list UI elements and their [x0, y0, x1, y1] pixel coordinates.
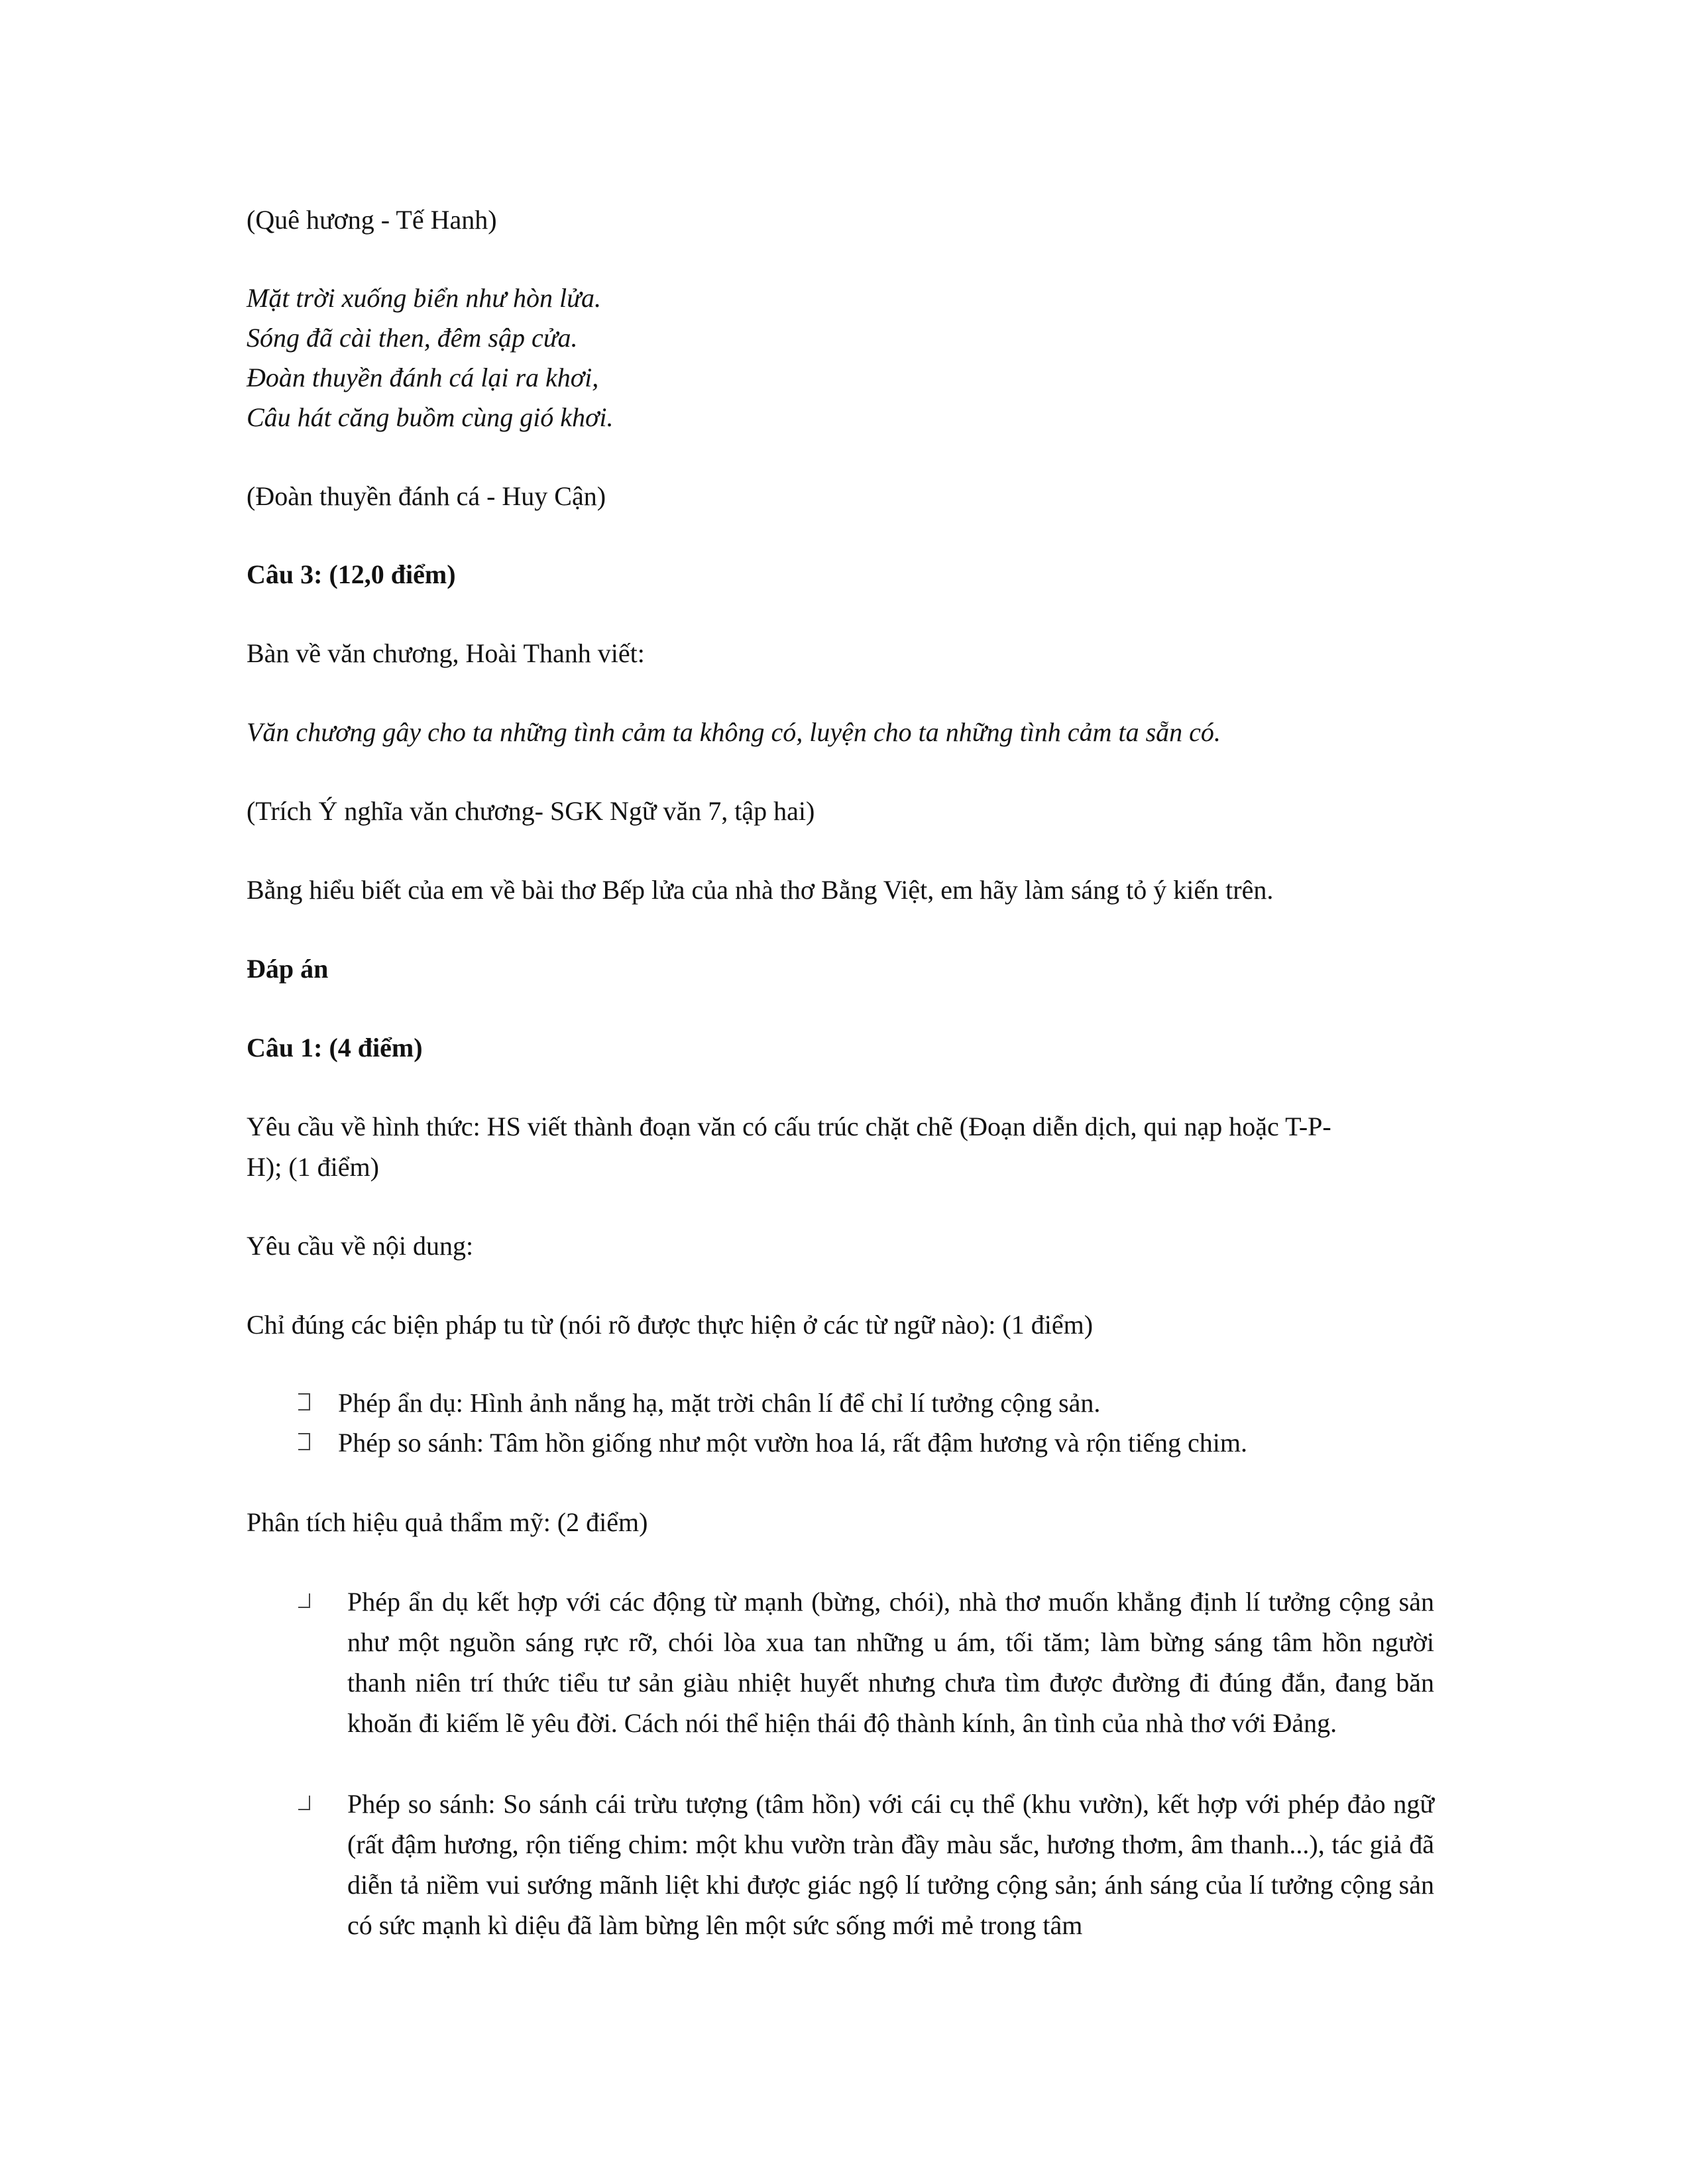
analysis-simile: Phép so sánh: So sánh cái trừu tượng (tâm hồn) với cái cụ thể (khu vườn), kết hợp với phép đảo ngữ (rất đậm hương, rộn tiếng chim: một khu vườn tràn đầy màu sắc, hương thơm, âm thanh...), tác giả đã diễn tả niềm vui sướng mãnh liệt khi được giác ngộ lí tưởng cộng sản; ánh sáng của lí tưởng cộng sản có sức mạnh kì diệu đã làm bừng lên một sức sống mới mẻ trong tâm	[347, 1789, 1434, 1940]
cau3-source: (Trích Ý nghĩa văn chương- SGK Ngữ văn 7, tập hai)	[247, 796, 815, 826]
bullet-corner-icon	[298, 1593, 310, 1608]
source-que-huong: (Quê hương - Tế Hanh)	[247, 205, 497, 235]
device-metaphor: Phép ẩn dụ: Hình ảnh nắng hạ, mặt trời chân lí để chỉ lí tưởng cộng sản.	[338, 1388, 1101, 1418]
poem-line-2: Sóng đã cài then, đêm sập cửa.	[247, 323, 578, 353]
cau3-task: Bằng hiểu biết của em về bài thơ Bếp lửa của nhà thơ Bằng Việt, em hãy làm sáng tỏ ý kiến trên.	[247, 875, 1274, 905]
analysis-metaphor: Phép ẩn dụ kết hợp với các động từ mạnh (bừng, chói), nhà thơ muốn khẳng định lí tưởng cộng sản như một nguồn sáng rực rỡ, chói lòa xua tan những u ám, tối tăm; làm bừng sáng tâm hồn người thanh niên trí thức tiểu tư sản giàu nhiệt huyết nhưng chưa tìm được đường đi đúng đắn, đang băn khoăn đi kiếm lẽ yêu đời. Cách nói thể hiện thái độ thành kính, ân tình của nhà thơ với Đảng.	[347, 1587, 1434, 1738]
form-requirement-line-1: Yêu cầu về hình thức: HS viết thành đoạn văn có cấu trúc chặt chẽ (Đoạn diễn dịch, qui nạp hoặc T-P-	[247, 1112, 1331, 1141]
analysis-intro: Phân tích hiệu quả thẩm mỹ: (2 điểm)	[247, 1507, 648, 1537]
list-item	[298, 1387, 1100, 1420]
cau1-heading: Câu 1: (4 điểm)	[247, 1033, 423, 1063]
bullet-box-icon	[298, 1433, 310, 1450]
cau3-intro: Bàn về văn chương, Hoài Thanh viết:	[247, 638, 645, 668]
devices-intro: Chỉ đúng các biện pháp tu từ (nói rõ được thực hiện ở các từ ngữ nào): (1 điểm)	[247, 1310, 1094, 1340]
content-requirement: Yêu cầu về nội dung:	[247, 1231, 474, 1261]
bullet-corner-icon	[298, 1796, 310, 1810]
source-doan-thuyen: (Đoàn thuyền đánh cá - Huy Cận)	[247, 481, 606, 511]
device-simile: Phép so sánh: Tâm hồn giống như một vườn hoa lá, rất đậm hương và rộn tiếng chim.	[338, 1428, 1247, 1458]
form-requirement-line-2: H); (1 điểm)	[247, 1152, 379, 1182]
poem-line-4: Câu hát căng buồm cùng gió khơi.	[247, 402, 614, 432]
bullet-box-icon	[298, 1393, 310, 1410]
answer-heading: Đáp án	[247, 954, 329, 984]
cau3-heading: Câu 3: (12,0 điểm)	[247, 559, 456, 589]
list-item	[298, 1426, 1247, 1460]
cau3-quote: Văn chương gây cho ta những tình cảm ta không có, luyện cho ta những tình cảm ta sẵn có.	[247, 717, 1221, 747]
poem-line-3: Đoàn thuyền đánh cá lại ra khơi,	[247, 363, 599, 392]
poem-line-1: Mặt trời xuống biển như hòn lửa.	[247, 283, 601, 313]
